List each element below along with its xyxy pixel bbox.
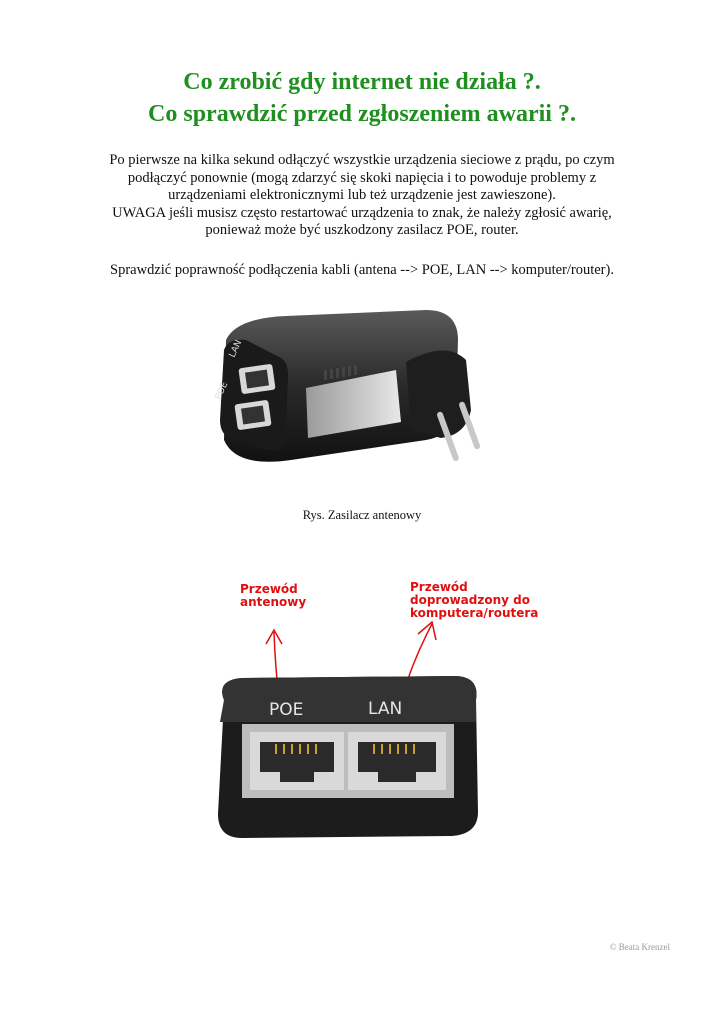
poe-injector-photo [196,300,506,490]
intro-line: ponieważ może być uszkodzony zasilacz POE, router. [205,222,519,239]
page-title [40,66,684,130]
cable-check-paragraph: Sprawdzić poprawność podłączenia kabli (antena --> POE, LAN --> komputer/router). [110,262,614,278]
port-label-lan: LAN [368,699,403,719]
intro-line: Po pierwsze na kilka sekund odłączyć wszystkie urządzenia sieciowe z prądu, po czym [109,152,615,168]
port-label-lan: LAN [227,338,245,360]
intro-line: urządzeniami elektronicznymi lub też urządzenie jest zawieszone). [168,187,556,204]
annotation-antenna-cable: Przewód antenowy [240,582,307,609]
title-line-1: Co zrobić gdy internet nie działa ?. [183,69,541,95]
annotation-lan-cable: Przewód doprowadzony do komputera/routera [410,580,539,620]
intro-line: UWAGA jeśli musisz często restartować urządzenia to znak, że należy zgłosić awarię, [112,204,612,221]
intro-line: podłączyć ponownie (mogą zdarzyć się skoki napięcia i to powoduje problemy z [127,169,597,186]
port-label-poe: POE [213,380,231,402]
intro-paragraph [70,152,654,240]
copyright-footer: © Beata Krenzel [609,942,670,952]
figure-caption: Rys. Zasilacz antenowy [302,508,422,522]
ports-closeup-photo [196,572,496,840]
title-line-2: Co sprawdzić przed zgłoszeniem awarii ?. [148,101,576,127]
port-label-poe: POE [269,700,304,720]
